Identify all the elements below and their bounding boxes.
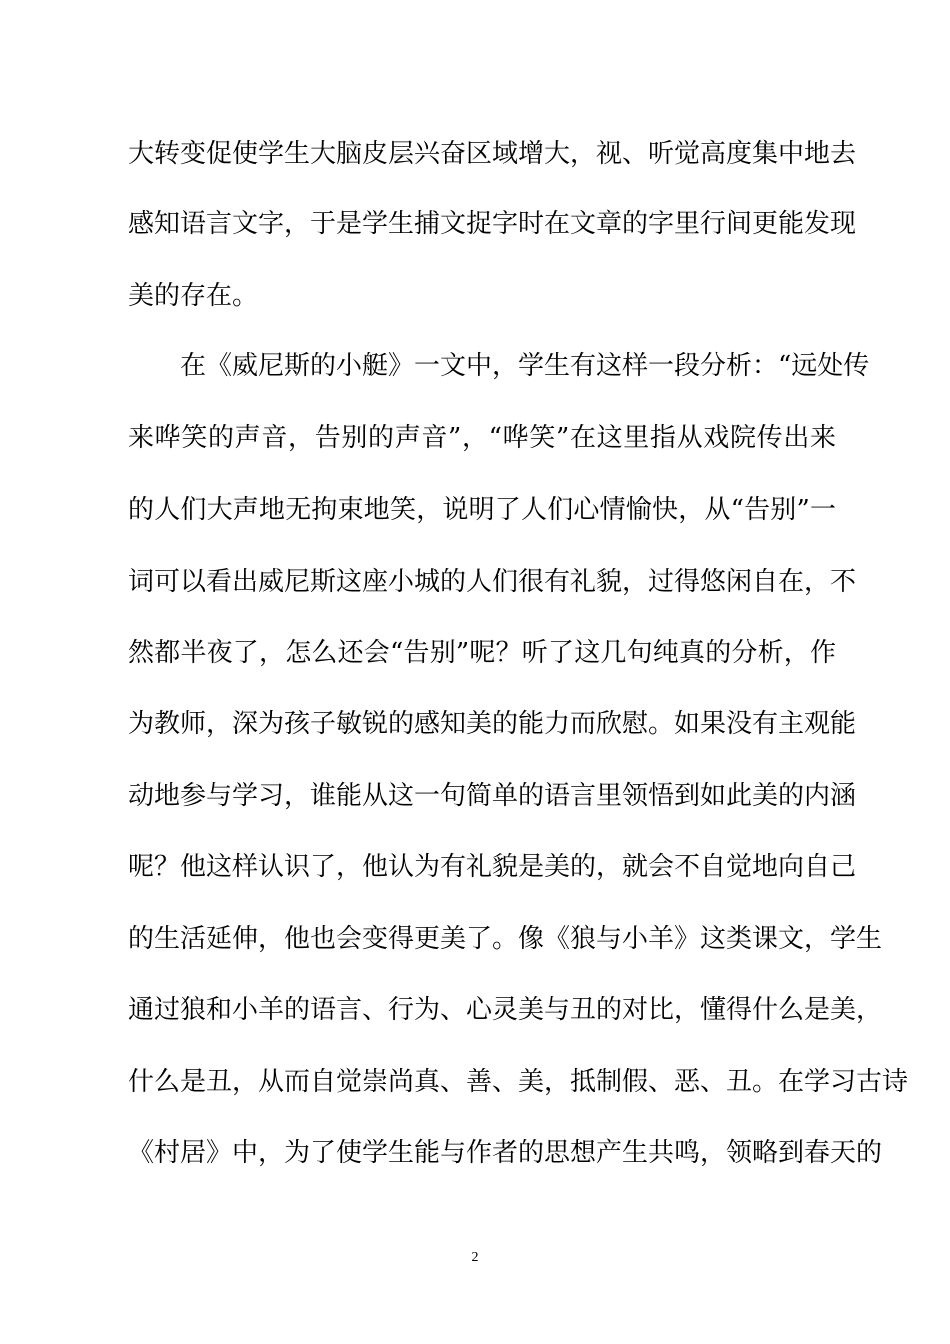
text-line: 感知语言文字，于是学生捕文捉字时在文章的字里行间更能发现 [128,209,857,239]
text-line: 呢？他这样认识了，他认为有礼貌是美的，就会不自觉地向自己 [128,852,857,882]
text-line: 美的存在。 [128,281,259,311]
text-line: 《村居》中，为了使学生能与作者的思想产生共鸣，领略到春天的 [128,1138,883,1168]
text-line: 动地参与学习，谁能从这一句简单的语言里领悟到如此美的内涵 [128,781,857,811]
text-line: 的生活延伸，他也会变得更美了。像《狼与小羊》这类课文，学生 [128,924,883,954]
text-line: 词可以看出威尼斯这座小城的人们很有礼貌，过得悠闲自在，不 [128,567,857,597]
text-line: 通过狼和小羊的语言、行为、心灵美与丑的对比，懂得什么是美， [128,995,883,1025]
text-line: 然都半夜了，怎么还会“告别”呢？听了这几句纯真的分析，作 [128,638,836,668]
text-line: 来哗笑的声音，告别的声音”，“哗笑”在这里指从戏院传出来 [128,423,836,453]
text-line: 在《威尼斯的小艇》一文中，学生有这样一段分析：“远处传 [180,351,870,381]
text-line: 的人们大声地无拘束地笑，说明了人们心情愉快，从“告别”一 [128,495,836,525]
text-line: 为教师，深为孩子敏锐的感知美的能力而欣慰。如果没有主观能 [128,709,857,739]
text-line: 什么是丑，从而自觉崇尚真、善、美，抵制假、恶、丑。在学习古诗 [128,1067,909,1097]
page-number: 2 [471,1250,479,1265]
text-line: 大转变促使学生大脑皮层兴奋区域增大，视、听觉高度集中地去 [128,139,857,169]
